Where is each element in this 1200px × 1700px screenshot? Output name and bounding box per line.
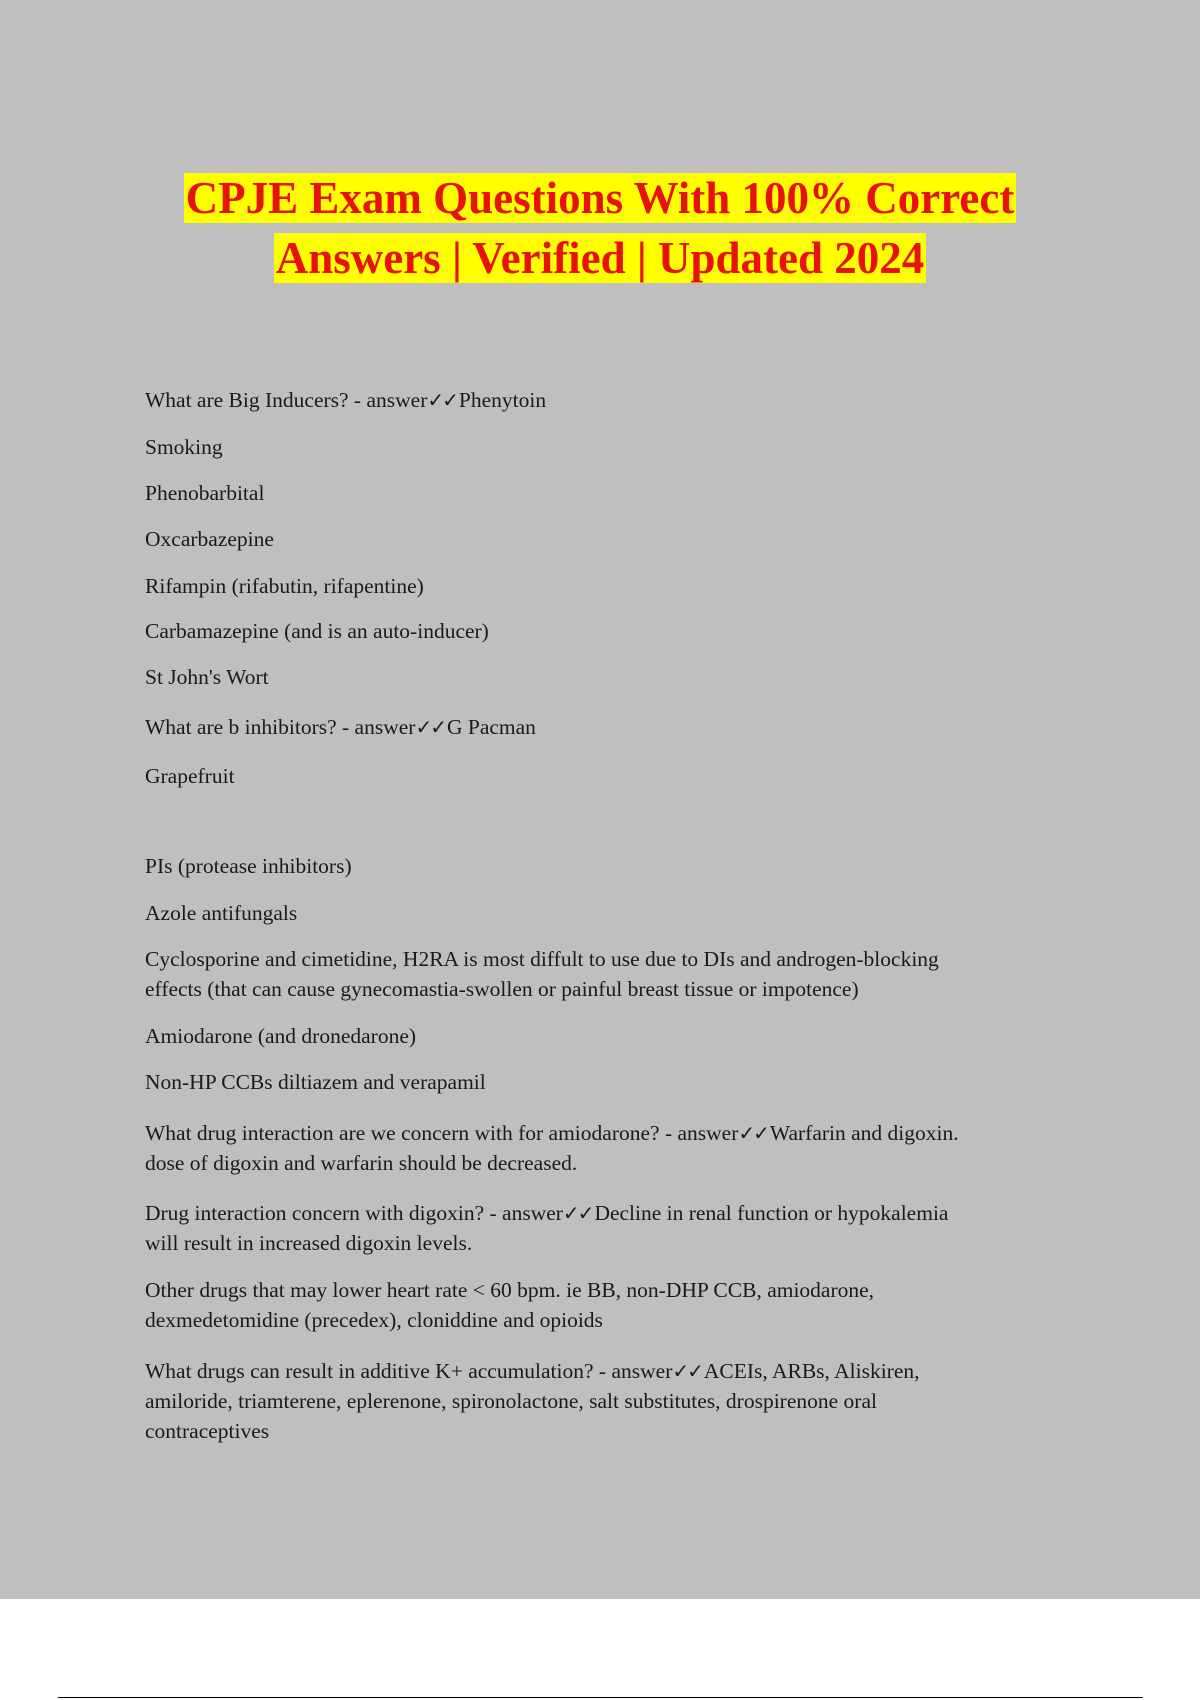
answer-line: will result in increased digoxin levels. (145, 1231, 473, 1255)
list-item: Amiodarone (and dronedarone) (145, 1024, 417, 1048)
title-line-1: CPJE Exam Questions With 100% Correct (185, 173, 1015, 223)
list-item: St John's Wort (145, 665, 269, 689)
title-line-2: Answers | Verified | Updated 2024 (275, 233, 925, 283)
list-item-line: dexmedetomidine (precedex), cloniddine and opioids (145, 1308, 603, 1332)
checkmark-icon: ✓✓ (562, 1201, 593, 1225)
answer-line: contraceptives (145, 1419, 270, 1443)
question-amiodarone (145, 1118, 1075, 1178)
list-item: Oxcarbazepine (145, 527, 274, 551)
question-text: What drugs can result in additive K+ accumulation? - answer (145, 1359, 673, 1383)
answer-line: dose of digoxin and warfarin should be decreased. (145, 1151, 578, 1175)
list-item: Rifampin (rifabutin, rifapentine) (145, 574, 424, 598)
answer-line: amiloride, triamterene, eplerenone, spironolactone, salt substitutes, drospirenone oral (145, 1389, 877, 1413)
answer-text: G Pacman (446, 715, 536, 739)
answer-text: Phenytoin (458, 388, 547, 412)
list-item: Phenobarbital (145, 481, 265, 505)
list-item: Smoking (145, 435, 223, 459)
list-item: Non-HP CCBs diltiazem and verapamil (145, 1070, 486, 1094)
answer-text: ACEIs, ARBs, Aliskiren, (703, 1359, 920, 1383)
answer-text: Decline in renal function or hypokalemia (594, 1201, 949, 1225)
question-text: What are Big Inducers? - answer (145, 388, 428, 412)
question-digoxin (145, 1198, 1075, 1258)
checkmark-icon: ✓✓ (427, 388, 457, 412)
question-text: What drug interaction are we concern with for amiodarone? - answer (145, 1121, 739, 1145)
question-big-inducers (145, 385, 1075, 415)
list-item (145, 944, 1075, 1004)
list-item: Grapefruit (145, 764, 235, 788)
question-b-inhibitors (145, 712, 1075, 742)
question-potassium (145, 1356, 1075, 1446)
checkmark-icon: ✓✓ (415, 715, 445, 739)
question-line (145, 1118, 1075, 1148)
checkmark-icon: ✓✓ (738, 1121, 768, 1145)
list-item (145, 1275, 1075, 1335)
question-text: What are b inhibitors? - answer (145, 715, 416, 739)
checkmark-icon: ✓✓ (672, 1359, 702, 1383)
question-line (145, 1198, 1075, 1228)
list-item-line: Other drugs that may lower heart rate < 60 bpm. ie BB, non-DHP CCB, amiodarone, (145, 1278, 875, 1302)
list-item-line: effects (that can cause gynecomastia-swollen or painful breast tissue or impotence) (145, 977, 859, 1001)
list-item: Azole antifungals (145, 901, 298, 925)
document-title (0, 168, 1200, 288)
list-item: Carbamazepine (and is an auto-inducer) (145, 619, 489, 643)
list-item: PIs (protease inhibitors) (145, 854, 352, 878)
answer-text: Warfarin and digoxin. (769, 1121, 959, 1145)
footer-divider (58, 1697, 1143, 1698)
question-line (145, 1356, 1075, 1386)
list-item-line: Cyclosporine and cimetidine, H2RA is most diffult to use due to DIs and androgen-blocking (145, 947, 939, 971)
question-text: Drug interaction concern with digoxin? - answer (145, 1201, 563, 1225)
